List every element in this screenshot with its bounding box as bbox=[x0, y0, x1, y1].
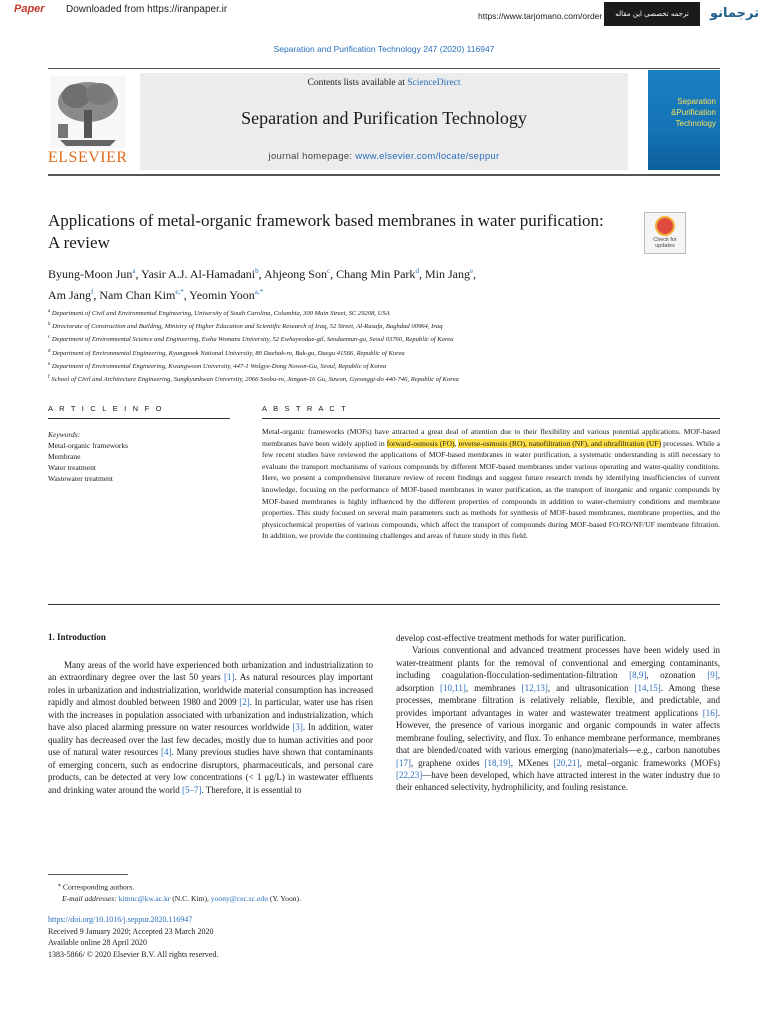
article-info-heading: A R T I C L E I N F O bbox=[48, 404, 164, 413]
body-text: . In addition, water quality has decreased over the last few decades, mostly due to human activities and poor use of natural water resources bbox=[48, 722, 373, 758]
body-text: , ozonation bbox=[646, 670, 708, 681]
intro-continued-line: develop cost-effective treatment methods for water purification. bbox=[396, 633, 626, 643]
author-name[interactable]: Nam Chan Kim bbox=[99, 288, 176, 302]
author-affil-mark[interactable]: a bbox=[132, 267, 136, 275]
body-text: . However, the presence of various inorganic and organic compounds in water affects membrane fouling, selectivity, and flux. To enhance membrane performance, membranes that are blended/coated with various emerging (nano)materials—e.g., carbon nanotubes bbox=[396, 707, 720, 756]
author-name[interactable]: Am Jang bbox=[48, 288, 91, 302]
body-text: , adsorption bbox=[396, 670, 720, 693]
body-text: —have been developed, which have attracted interest in the water industry due to their enhanced selectivity, hydrophilicity, and fouling resistance. bbox=[396, 769, 720, 793]
body-text: . Many previous studies have shown that contaminants of emerging concern, such as endocrine disruptors, pharmaceuticals, and personal care products, can be detected at very low concentrations (< 1 μg/L) in wastewater effluents and drinking water around the world bbox=[48, 747, 374, 795]
author-affil-mark[interactable]: b bbox=[255, 267, 259, 275]
cover-line-3: Technology bbox=[675, 119, 716, 128]
author-affil-mark[interactable]: e bbox=[469, 267, 474, 275]
abstract-bottom-rule bbox=[48, 604, 720, 605]
cover-line-1: Separation bbox=[677, 97, 716, 106]
received-dates: Received 9 January 2020; Accepted 23 March 2020 bbox=[48, 926, 214, 936]
abstract-heading: A B S T R A C T bbox=[262, 404, 348, 413]
journal-reference[interactable]: Separation and Purification Technology 247 (2020) 116947 bbox=[273, 44, 495, 54]
tarjomano-logo: ترجمانو bbox=[710, 6, 759, 21]
abstract-rule bbox=[262, 418, 720, 419]
footnote-rule bbox=[48, 874, 128, 875]
available-online: Available online 28 April 2020 bbox=[48, 938, 147, 947]
citation-link[interactable]: [18,19] bbox=[484, 757, 511, 768]
contents-line bbox=[140, 78, 628, 88]
body-text: . In particular, water use has risen with the increases in population associated with urbanization and industrialization, which have also placed alarming pressure on water resources worldwide bbox=[48, 697, 373, 733]
intro-column-left bbox=[48, 659, 373, 796]
keyword-item: Wastewater treatment bbox=[48, 474, 113, 483]
homepage-link[interactable]: www.elsevier.com/locate/seppur bbox=[355, 151, 500, 162]
author-name[interactable]: Min Jang bbox=[424, 267, 470, 281]
citation-link[interactable]: [5–7] bbox=[181, 784, 202, 795]
citation-link[interactable]: [8,9] bbox=[629, 670, 647, 681]
author-name[interactable]: Chang Min Park bbox=[336, 267, 416, 281]
check-for-updates-button[interactable] bbox=[644, 212, 686, 254]
author-name[interactable]: Yeomin Yoon bbox=[189, 288, 255, 302]
journal-homepage bbox=[140, 151, 628, 162]
citation-link[interactable]: [3] bbox=[292, 722, 303, 733]
header-bottom-rule bbox=[48, 174, 720, 176]
email-link[interactable]: yoony@cec.sc.edu bbox=[210, 894, 268, 904]
download-watermark-bar bbox=[0, 0, 768, 28]
article-title: Applications of metal-organic framework based membranes in water purification: A review bbox=[48, 211, 604, 252]
affiliation-item: $^b$ Directorate of Construction and Building, Ministry of Higher Education and Scientific Research of Iraq, 52 Street, Al-Rusafa, Baghdad 00964, Iraq bbox=[48, 322, 443, 331]
publication-info bbox=[48, 914, 378, 960]
downloaded-from-text: Downloaded from https://iranpaper.ir bbox=[66, 4, 228, 15]
body-text: , membranes bbox=[465, 682, 522, 693]
citation-link[interactable]: [14,15] bbox=[634, 682, 661, 693]
iranpaper-logo: Paper bbox=[14, 3, 45, 15]
body-text: . As natural resources play important roles in urbanization and industrialization, worldwide material consumption has increased rapidly and almost doubled between 1980 and 2009 bbox=[48, 672, 373, 708]
homepage-prefix: journal homepage: bbox=[268, 151, 356, 162]
author-affil-mark[interactable]: f bbox=[91, 288, 94, 296]
author-affil-mark[interactable]: e,* bbox=[175, 288, 184, 296]
corresponding-author-note: ⁎ Corresponding authors. bbox=[58, 882, 135, 892]
body-text: , MXenes bbox=[510, 757, 554, 768]
sciencedirect-link[interactable]: ScienceDirect bbox=[407, 78, 461, 88]
header-top-rule bbox=[48, 68, 720, 69]
check-updates-label: Check for updates bbox=[653, 237, 677, 249]
citation-link[interactable]: [22,23] bbox=[396, 769, 423, 780]
citation-link[interactable]: [12,13] bbox=[521, 682, 548, 693]
citation-link[interactable]: [4] bbox=[160, 747, 172, 758]
tarjomano-order-box[interactable]: ترجمه تخصصی این مقاله bbox=[604, 2, 700, 26]
highlight-ro-nf-uf: reverse-osmosis (RO), nanofiltration (NF), and ultrafiltration (UF) bbox=[458, 438, 662, 448]
contents-prefix: Contents lists available at bbox=[307, 78, 408, 88]
author-name[interactable]: Byung-Moon Jun bbox=[48, 267, 133, 281]
author-affil-mark[interactable]: a,* bbox=[254, 288, 264, 296]
affiliation-item: $^c$ Department of Environmental Science and Engineering, Ewha Womans University, 52 Ewhayeodae-gil, Seodaemun-gu, Seoul 03760, Republic of Korea bbox=[48, 335, 454, 344]
citation-link[interactable]: [17] bbox=[396, 757, 411, 768]
author-affil-mark[interactable]: d bbox=[415, 267, 419, 275]
keywords-label: Keywords: bbox=[48, 430, 81, 439]
body-text: Many areas of the world have experienced both urbanization and industrialization to an extraordinary degree over the last 50 years bbox=[48, 660, 373, 683]
affiliation-item: $^a$ Department of Civil and Environmental Engineering, University of South Carolina, Columbia, 300 Main Street, SC 29208, USA bbox=[48, 309, 390, 318]
email-addresses: E-mail addresses: kimnc@kw.ac.kr (N.C. Kim), yoony@cec.sc.edu (Y. Yoon). bbox=[62, 894, 301, 904]
tarjomano-url[interactable]: https://www.tarjomano.com/order bbox=[478, 11, 603, 21]
affiliation-item: $^f$ School of Civil and Architecture Engineering, Sungkyunkwan University, 2066 Seobu-ro, Jangan-16 Gu, Suwon, Gyeonggi-do 440-746, Republic of Korea bbox=[48, 374, 459, 384]
citation-link[interactable]: [9] bbox=[707, 670, 718, 681]
copyright-line: 1383-5866/ © 2020 Elsevier B.V. All rights reserved. bbox=[48, 949, 219, 959]
citation-link[interactable]: [1] bbox=[224, 672, 235, 683]
intro-column-right bbox=[396, 632, 720, 794]
elsevier-wordmark: ELSEVIER bbox=[48, 149, 128, 166]
author-name[interactable]: Yasir A.J. Al-Hamadani bbox=[141, 267, 256, 281]
email-link[interactable]: kimnc@kw.ac.kr bbox=[118, 894, 171, 904]
citation-link[interactable]: [16] bbox=[702, 707, 718, 718]
author-list: Byung-Moon Jun$^a$, Yasir A.J. Al-Hamadani$^b$, Ahjeong Son$^c$, Chang Min Park$^d$, Min Jang$^e$, Am Jang$^f$, Nam Chan Kim$^{e,*}$, Yeomin Yoon$^{a,*}$ bbox=[48, 267, 477, 302]
citation-link[interactable]: [2] bbox=[239, 697, 250, 708]
doi-link[interactable]: https://doi.org/10.1016/j.seppur.2020.116947 bbox=[48, 915, 193, 924]
affiliation-list bbox=[48, 306, 718, 385]
keyword-item: Membrane bbox=[48, 452, 81, 461]
body-text: , and ultrasonication bbox=[547, 682, 635, 693]
body-text: , graphene oxides bbox=[411, 757, 485, 768]
introduction-heading: 1. Introduction bbox=[48, 632, 106, 642]
keyword-item: Metal-organic frameworks bbox=[48, 441, 129, 450]
highlight-fo: forward-osmosis (FO) bbox=[386, 438, 455, 448]
elsevier-tree-logo-icon bbox=[50, 76, 126, 148]
author-affil-mark[interactable]: c bbox=[326, 267, 331, 275]
body-text: . Therefore, it is essential to bbox=[201, 784, 302, 795]
citation-link[interactable]: [10,11] bbox=[439, 682, 466, 693]
affiliation-item: $^e$ Department of Environmental Engineering, Kwangwoon University, 447-1 Wolgye-Dong Nowon-Gu, Seoul, Republic of Korea bbox=[48, 361, 387, 370]
citation-link[interactable]: [20,21] bbox=[553, 757, 580, 768]
body-text: . Among these processes, membrane filtration is relatively reliable, flexible, and predictable, and provides important advantages in water and wastewater treatment applications bbox=[396, 682, 721, 718]
footnote-block bbox=[48, 880, 378, 905]
article-info-rule bbox=[48, 418, 230, 419]
keywords-block bbox=[48, 429, 228, 484]
body-text: Various conventional and advanced treatment processes have been widely used in water-treatment plants for the removal of conventional and emerging contaminants, including coagulation-flocculation-sedimentation-filtration bbox=[396, 645, 720, 681]
affiliation-item: $^d$ Department of Environmental Engineering, Kyungpook National University, 80 Daehak-ro, Buk-gu, Daegu 41566, Republic of Korea bbox=[48, 348, 405, 357]
body-text: , metal–organic frameworks (MOFs) bbox=[579, 757, 720, 768]
abstract-text: Metal-organic frameworks (MOFs) have attracted a great deal of attention due to their flexibility and various potential applications. MOF-based membranes have been widely applied in forward-osmosis (FO), reverse-osmosis (RO), nanofiltration (NF), and ultrafiltration (UF) processes. While a few recent studies have reviewed the applications of MOF-based membranes in water purification, a systematic understanding is still necessary to evaluate the transport mechanisms of various compounds by different MOF-based membranes under various operating and water-quality conditions. Here, we present a comprehensive literature review of recent findings and suggest future research trends by identifying insufficiencies of current knowledge, focusing on the performance of MOF-based membranes in water purification, as the transport of inorganic and organic compounds by MOF-based membranes is highly influenced by the different properties of compounds in addition to water-chemistry conditions and membrane properties. This study focused on several main parameters such as methods for synthesis of MOF-based membranes, membrane properties, and the physicochemical properties of various compounds, which affect the transport of compounds during MOF-based FO/RO/NF/UF membrane filtration. In addition, we provide the continuing challenges and areas of future study in this field. bbox=[262, 427, 721, 541]
keyword-item: Water treatment bbox=[48, 463, 96, 472]
journal-cover-image bbox=[648, 70, 720, 170]
journal-title: Separation and Purification Technology bbox=[241, 108, 527, 128]
cover-line-2: &Purification bbox=[671, 108, 716, 117]
author-name[interactable]: Ahjeong Son bbox=[263, 267, 327, 281]
check-updates-icon bbox=[655, 216, 675, 236]
